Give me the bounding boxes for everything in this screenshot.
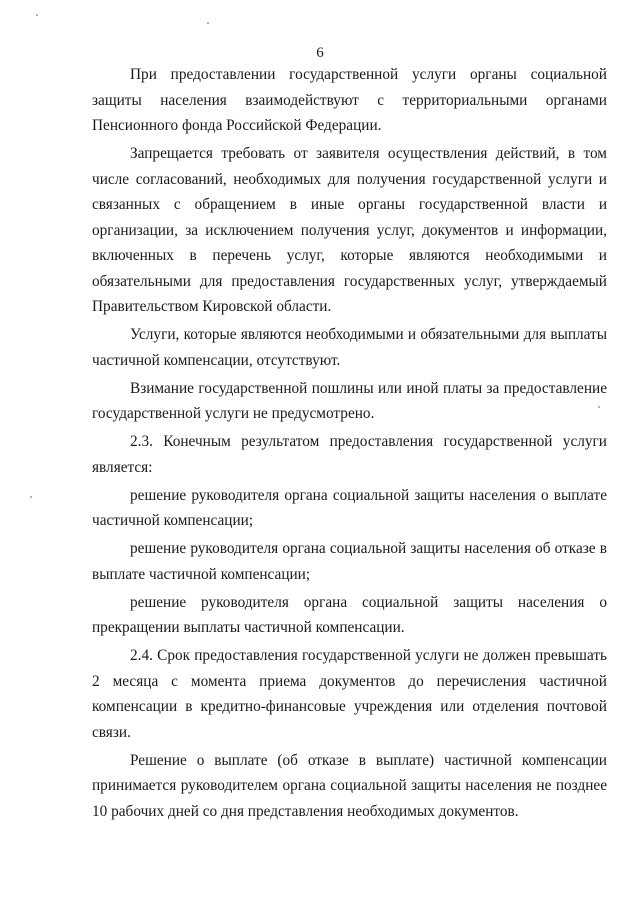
- paragraph-state-fee: Взимание государственной пошлины или иной платы за предоставление государственной услуги не предусмотрено.: [92, 379, 607, 422]
- list-item-decision-termination: решение руководителя органа социальной защиты населения о прекращении выплаты частичной компенсации.: [92, 593, 607, 636]
- document-body: [92, 62, 607, 827]
- paragraph-prohibition: Запрещается требовать от заявителя осуществления действий, в том числе согласований, необходимых для получения государственной услуги и связанных с обращением в иные органы государственной власти и организации, за исключением получения услуг, документов и информации, включенных в перечень услуг, которые являются необходимыми и обязательными для предоставления государственных услуг, утверждаемый Правительством Кировской области.: [92, 145, 607, 315]
- paragraph-final-result: 2.3. Конечным результатом предоставления государственной услуги является:: [92, 433, 607, 476]
- scan-speck: [30, 496, 32, 498]
- paragraph-required-services: Услуги, которые являются необходимыми и обязательными для выплаты частичной компенсации, отсутствуют.: [92, 326, 607, 369]
- paragraph-interaction: При предоставлении государственной услуги органы социальной защиты населения взаимодействуют с территориальными органами Пенсионного фонда Российской Федерации.: [92, 66, 607, 134]
- scan-speck: [36, 14, 38, 16]
- scan-speck: [207, 22, 209, 24]
- page-number: 6: [316, 45, 324, 61]
- paragraph-service-term: 2.4. Срок предоставления государственной услуги не должен превышать 2 месяца с момента приема документов до перечисления частичной компенсации в кредитно-финансовые учреждения или отделения почтовой связи.: [92, 647, 607, 741]
- list-item-decision-payment: решение руководителя органа социальной защиты населения о выплате частичной компенсации;: [92, 486, 607, 529]
- paragraph-decision-deadline: Решение о выплате (об отказе в выплате) частичной компенсации принимается руководителем органа социальной защиты населения не позднее 10 рабочих дней со дня представления необходимых документов.: [92, 751, 607, 820]
- list-item-decision-refusal: решение руководителя органа социальной защиты населения об отказе в выплате частичной компенсации;: [92, 540, 607, 583]
